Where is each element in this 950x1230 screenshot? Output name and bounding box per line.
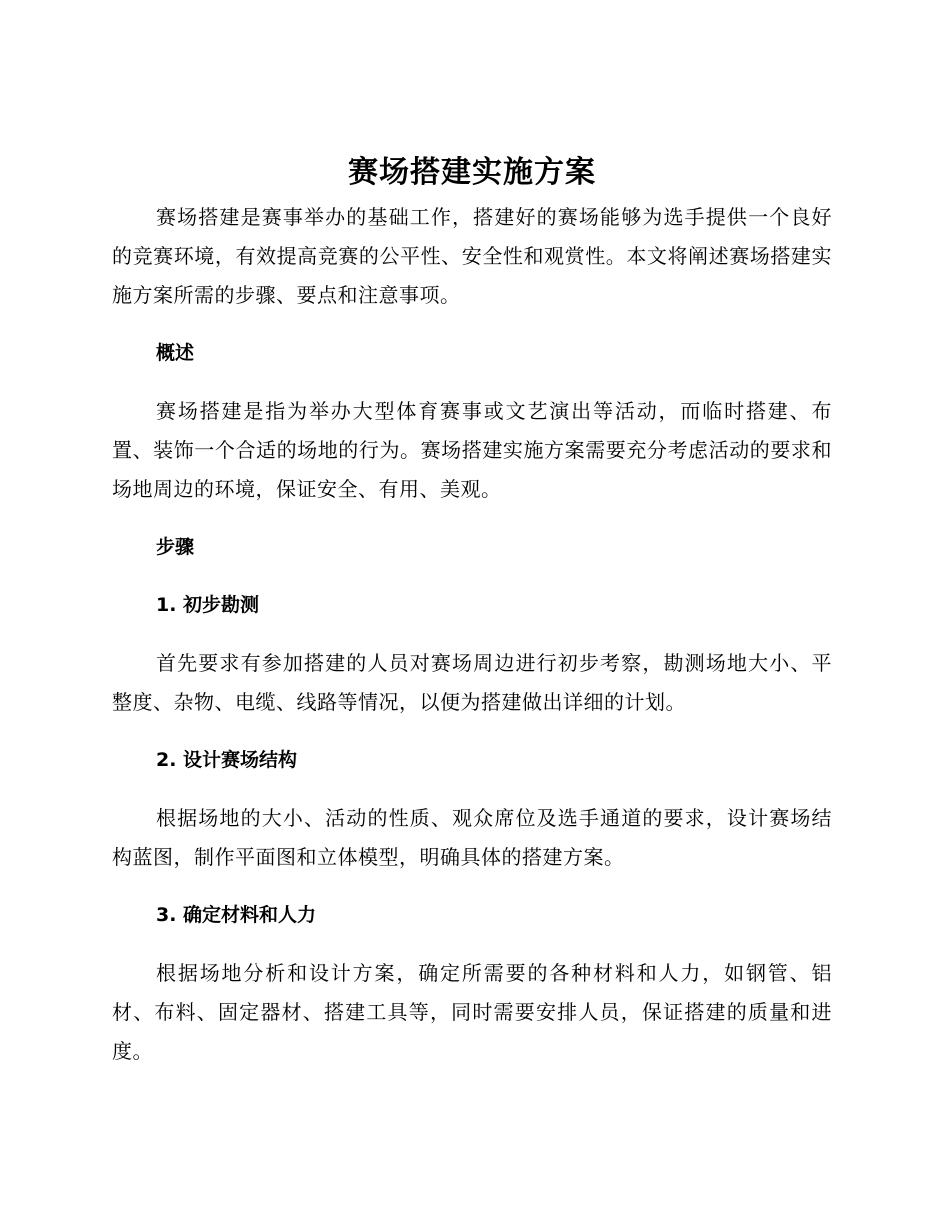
overview-paragraph: 赛场搭建是指为举办大型体育赛事或文艺演出等活动，而临时搭建、布置、装饰一个合适的场地的行为。赛场搭建实施方案需要充分考虑活动的要求和场地周边的环境，保证安全、有用、美观。 (112, 399, 832, 501)
intro-paragraph: 赛场搭建是赛事举办的基础工作，搭建好的赛场能够为选手提供一个良好的竞赛环境，有效提高竞赛的公平性、安全性和观赏性。本文将阐述赛场搭建实施方案所需的步骤、要点和注意事项。 (112, 205, 832, 307)
document-page (112, 148, 832, 1071)
steps-heading: 步骤 (156, 536, 195, 558)
step-2-paragraph: 根据场地的大小、活动的性质、观众席位及选手通道的要求，设计赛场结构蓝图，制作平面图和立体模型，明确具体的搭建方案。 (112, 806, 832, 869)
overview-heading: 概述 (156, 342, 195, 364)
step-1-paragraph: 首先要求有参加搭建的人员对赛场周边进行初步考察，勘测场地大小、平整度、杂物、电缆、线路等情况，以便为搭建做出详细的计划。 (112, 651, 832, 714)
spacer (112, 877, 832, 896)
document-title: 赛场搭建实施方案 (348, 155, 596, 190)
spacer (112, 509, 832, 528)
spacer (112, 722, 832, 741)
step-1-heading: 1. 初步勘测 (156, 594, 260, 616)
step-2-heading: 2. 设计赛场结构 (156, 749, 298, 771)
spacer (112, 625, 832, 644)
step-3-paragraph: 根据场地分析和设计方案，确定所需要的各种材料和人力，如钢管、铝材、布料、固定器材、搭建工具等，同时需要安排人员，保证搭建的质量和进度。 (112, 961, 832, 1063)
spacer (112, 935, 832, 954)
spacer (112, 373, 832, 392)
spacer (112, 567, 832, 586)
step-3-heading: 3. 确定材料和人力 (156, 904, 317, 926)
spacer (112, 780, 832, 799)
spacer (112, 315, 832, 334)
